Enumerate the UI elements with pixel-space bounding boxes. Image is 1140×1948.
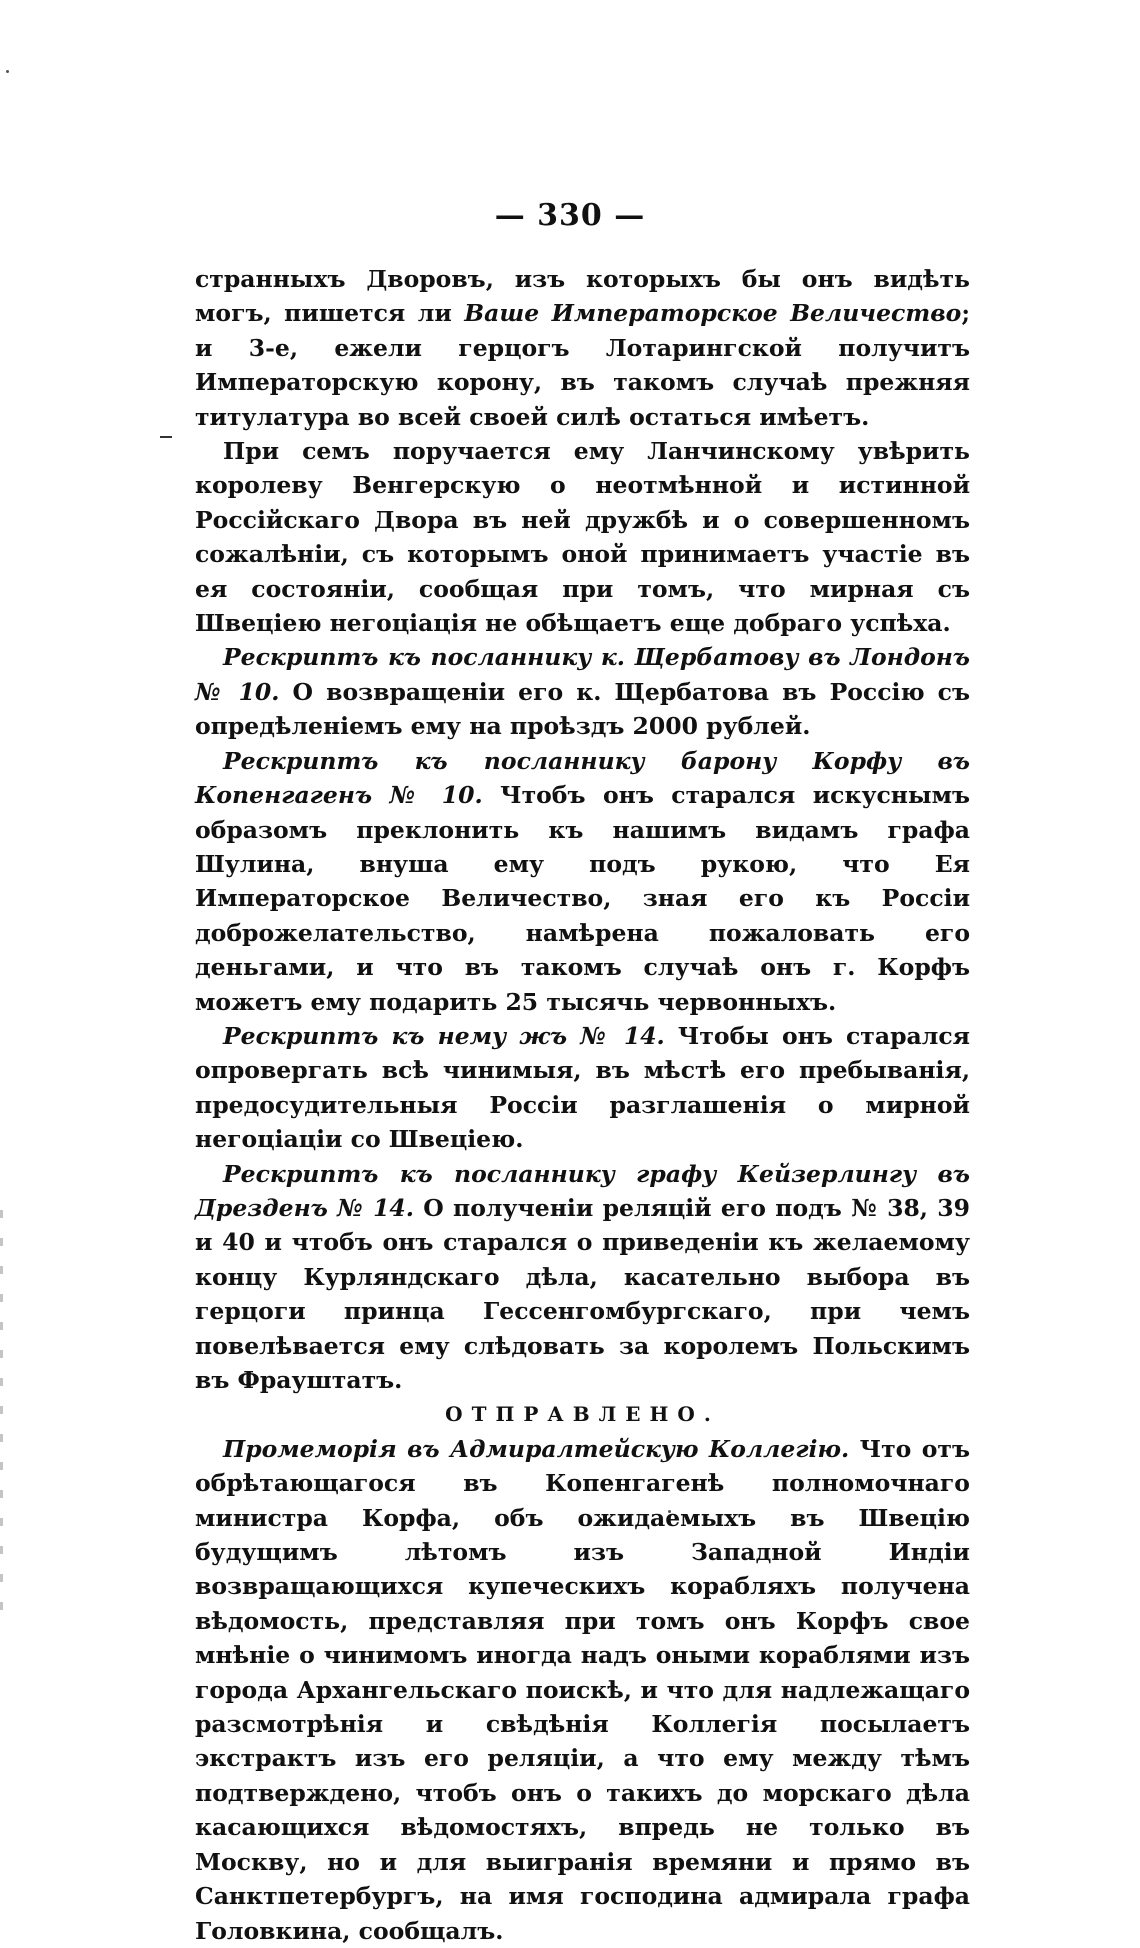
paragraph xyxy=(195,744,970,1019)
page-edge-marks xyxy=(0,1210,3,1620)
paragraph xyxy=(195,1157,970,1398)
text-run: О полученіи реляцій его подъ № 38, 39 и 40 и чтобъ онъ старался о приведеніи къ желаемому концу Курляндскаго дѣла, касательно выбора въ герцоги принца Гессенгомбургскаго, при чемъ повелѣвается ему слѣдовать за королемъ Польскимъ въ Фрауштатъ. xyxy=(195,1193,970,1394)
paragraph xyxy=(195,1019,970,1157)
text-run: Чтобы онъ старался опровергать всѣ чинимыя, въ мѣстѣ его пребыванія, предосудительныя Россіи разглашенія о мирной негоціаціи со Швеціею. xyxy=(195,1021,970,1154)
section-heading: ОТПРАВЛЕНО. xyxy=(445,1402,720,1427)
text-run: Чтобъ онъ старался искуснымъ образомъ преклонить къ нашимъ видамъ графа Шулина, внуша ему подъ рукою, что Ея Императорское Величество, зная его къ Россіи доброжелательство, намѣрена пожаловать его деньгами, и что въ такомъ случаѣ онъ г. Корфъ можетъ ему подарить 25 тысячь червонныхъ. xyxy=(195,781,971,1016)
margin-dot xyxy=(6,70,9,73)
paragraph xyxy=(195,434,970,640)
italic-run: Ваше Императорское Величество xyxy=(464,299,962,328)
paragraph xyxy=(195,640,970,743)
paragraph xyxy=(195,1432,970,1948)
text-run: ; и 3-е, ежели герцогъ Лотарингской получитъ Императорскую корону, въ такомъ случаѣ прежняя титулатура во всей своей силѣ остаться имѣетъ. xyxy=(195,299,971,431)
italic-run: Рескриптъ къ посланнику барону Корфу въ Копенгагенъ № 10. xyxy=(195,746,970,810)
italic-run: Рескриптъ къ посланнику графу Кейзерлингу въ Дрезденъ № 14. xyxy=(195,1159,970,1222)
italic-run: Рескриптъ къ посланнику к. Щербатову въ Лондонъ № 10. xyxy=(195,643,970,706)
text-run: Что отъ обрѣтающагося въ Копенгагенѣ полномочнаго министра Корфа, объ ожидаемыхъ въ Швецію будущимъ лѣтомъ изъ Западной Индіи возвращающихся купеческихъ корабляхъ получена вѣдомость, представляя при томъ онъ Корфъ свое мнѣніе о чинимомъ иногда надъ оными кораблями изъ города Архангельскаго поискѣ, и что для надлежащаго разсмотрѣнія и свѣдѣнія Коллегія посылаетъ экстрактъ изъ его реляціи, а что ему между тѣмъ подтверждено, чтобъ онъ о такихъ до морскаго дѣла касающихся вѣдомостяхъ, впредь не только въ Москву, но и для выигранія времяни и прямо въ Санктпетербургъ, на имя господина адмирала графа Головкина, сообщалъ. xyxy=(195,1434,970,1945)
text-run: При семъ поручается ему Ланчинскому увѣрить королеву Венгерскую о неотмѣнной и истинной Россійскаго Двора въ ней дружбѣ и о совершенномъ сожалѣніи, съ которымъ оной принимаетъ участіе въ ея состояніи, сообщая при томъ, что мирная съ Швеціею негоціація не обѣщаетъ еще добраго успѣха. xyxy=(195,437,970,638)
body-text xyxy=(195,262,970,1948)
italic-run: Рескриптъ къ нему жъ № 14. xyxy=(223,1021,665,1050)
text-run: О возвращеніи его к. Щербатова въ Россію съ опредѣленіемъ ему на проѣздъ 2000 рублей. xyxy=(195,677,970,741)
page-number: — 330 — xyxy=(494,198,646,233)
margin-tick xyxy=(160,436,172,438)
italic-run: Промеморія въ Адмиралтейскую Коллегію. xyxy=(223,1434,850,1463)
paragraph xyxy=(195,262,970,434)
text-run: странныхъ Дворовъ, изъ которыхъ бы онъ видѣть могъ, пишется ли xyxy=(195,265,970,328)
